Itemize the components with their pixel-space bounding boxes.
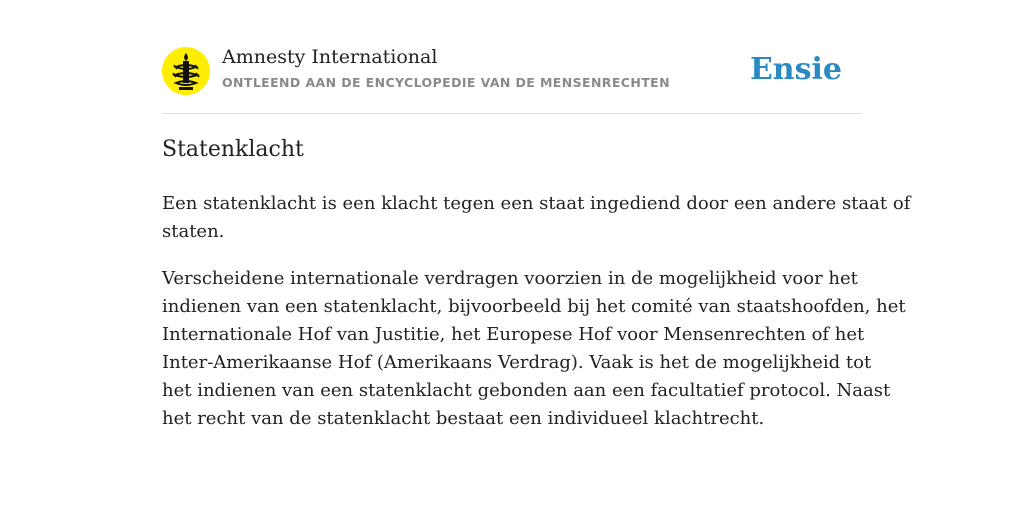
paragraph-line: Inter-Amerikaanse Hof (Amerikaans Verdrag). Vaak is het de mogelijkheid tot: [162, 352, 872, 373]
article-body: [162, 190, 911, 452]
paragraph-line: het indienen van een statenklacht gebonden aan een facultatief protocol. Naast: [162, 380, 891, 401]
brand-logo-text[interactable]: Ensie: [749, 52, 842, 87]
paragraph-line: Verscheidene internationale verdragen voorzien in de mogelijkheid voor het: [162, 268, 858, 289]
paragraph-line: Een statenklacht is een klacht tegen een staat ingediend door een andere staat of: [162, 193, 911, 214]
source-name: Amnesty International: [222, 46, 438, 68]
paragraph-1: [162, 190, 911, 246]
paragraph-line: het recht van de statenklacht bestaat een individueel klachtrecht.: [162, 408, 765, 429]
paragraph-line: staten.: [162, 221, 225, 242]
candle-barbed-wire-icon: [162, 47, 210, 95]
source-subtitle: ONTLEEND AAN DE ENCYCLOPEDIE VAN DE MENSENRECHTEN: [222, 75, 670, 90]
paragraph-2: [162, 265, 906, 433]
header: [162, 0, 862, 114]
paragraph-line: indienen van een statenklacht, bijvoorbeeld bij het comité van staatshoofden, het: [162, 296, 906, 317]
article-card: [162, 0, 911, 429]
article-title: Statenklacht: [162, 137, 304, 162]
paragraph-line: Internationale Hof van Justitie, het Europese Hof voor Mensenrechten of het: [162, 324, 865, 345]
